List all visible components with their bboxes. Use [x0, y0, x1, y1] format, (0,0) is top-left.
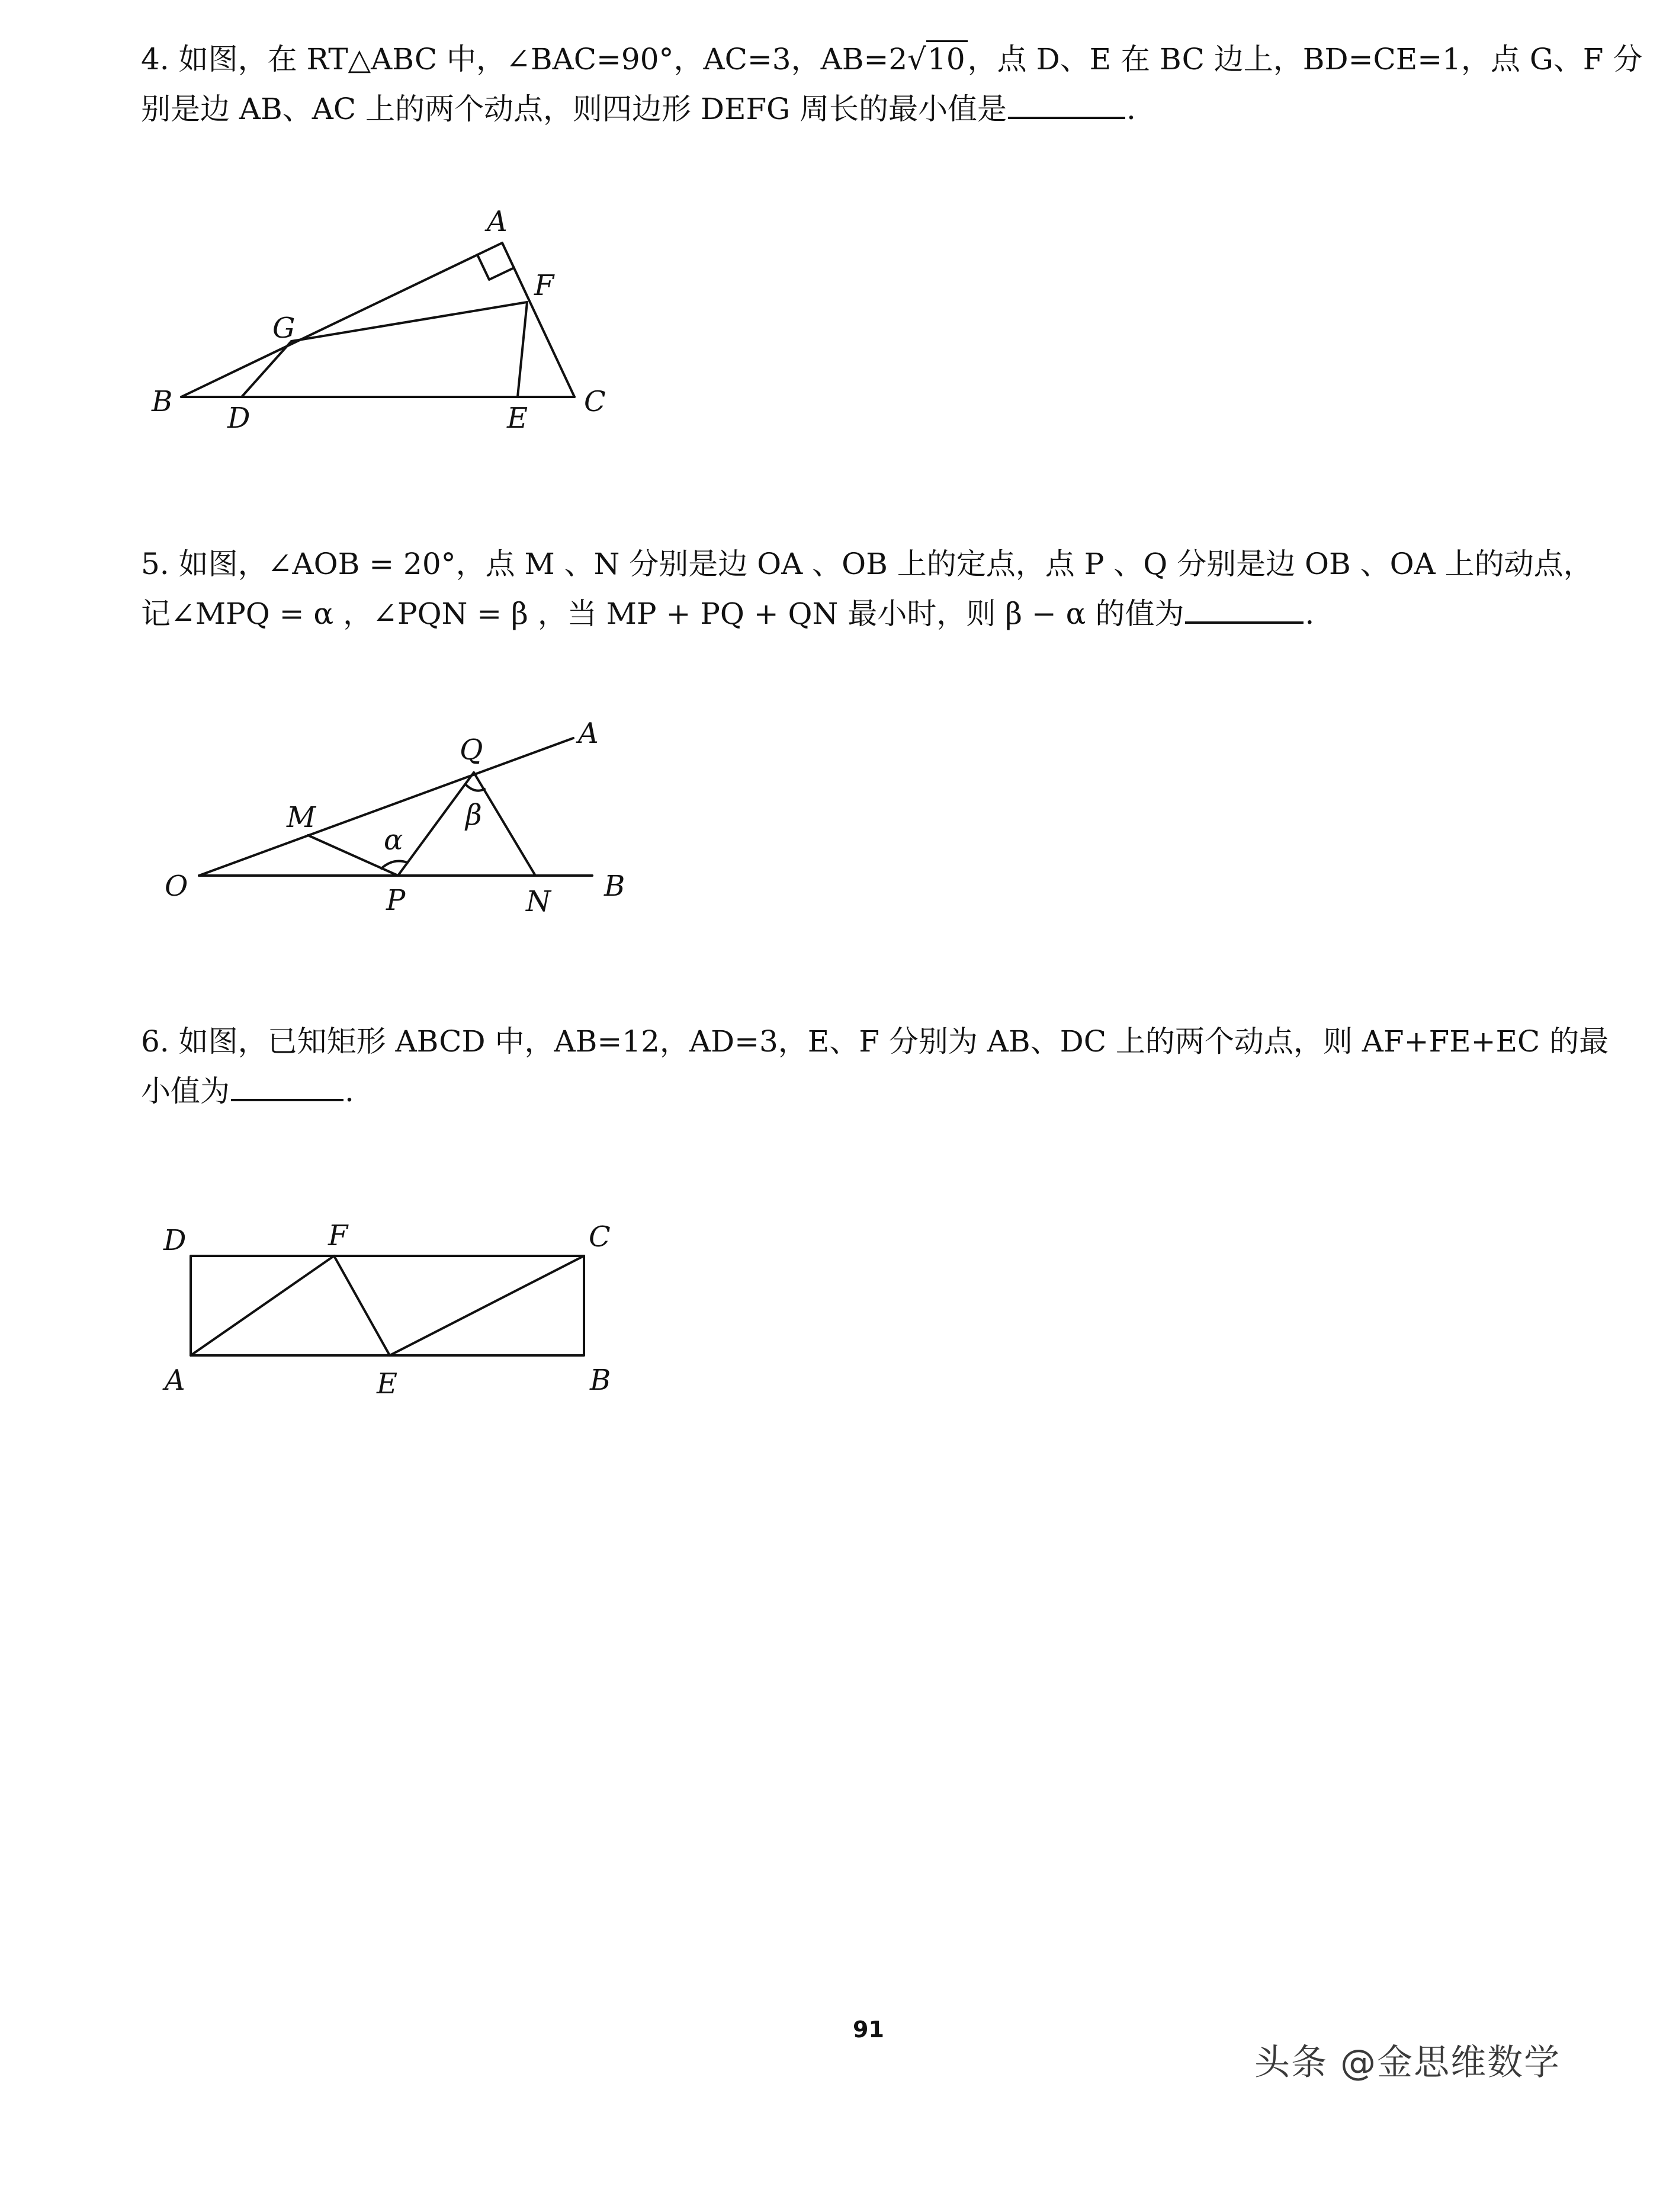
label-b: B	[152, 385, 173, 418]
label-a: A	[487, 205, 508, 238]
label-f: F	[534, 269, 554, 302]
label-b: B	[604, 870, 625, 903]
label-e: E	[507, 402, 528, 435]
sqrt-expression: √10	[907, 40, 968, 76]
page-number: 91	[853, 2017, 884, 2043]
problem-number: 4.	[141, 42, 169, 76]
segment-fe	[334, 1256, 390, 1355]
problem-4-line-1: 4. 如图，在 RT△ABC 中，∠BAC=90°，AC=3，AB=2√10，点 D、E 在 BC 边上，BD=CE=1，点 G、F 分	[141, 34, 1586, 84]
problem-4-line-2: 别是边 AB、AC 上的两个动点，则四边形 DEFG 周长的最小值是 .	[141, 84, 1586, 134]
label-p: P	[386, 884, 406, 917]
rectangle-abcd	[191, 1256, 584, 1355]
label-d: D	[163, 1224, 187, 1257]
label-c: C	[589, 1220, 611, 1254]
label-e: E	[377, 1367, 398, 1400]
problem-number: 6.	[141, 1024, 169, 1059]
label-a: A	[165, 1364, 185, 1397]
label-c: C	[584, 385, 606, 418]
label-b: B	[590, 1364, 611, 1397]
label-f: F	[328, 1219, 348, 1252]
label-d: D	[227, 402, 251, 435]
label-n: N	[526, 885, 551, 918]
problem-number: 5.	[141, 547, 169, 581]
segment-af	[191, 1256, 334, 1355]
problem-5-line-1: 5. 如图，∠AOB = 20°，点 M 、N 分别是边 OA 、OB 上的定点，点 P 、Q 分别是边 OB 、OA 上的动点，	[141, 547, 1593, 581]
segment-ec	[390, 1256, 584, 1355]
label-alpha: α	[384, 823, 403, 857]
label-m: M	[287, 801, 316, 834]
label-q: Q	[460, 733, 483, 767]
watermark: 头条 @金思维数学	[1254, 2042, 1561, 2083]
label-a: A	[578, 717, 599, 750]
label-o: O	[165, 870, 188, 903]
label-g: G	[272, 312, 296, 345]
problem-6-line-1: 6. 如图，已知矩形 ABCD 中，AB=12，AD=3，E、F 分别为 AB、DC 上的两个动点，则 AF+FE+EC 的最	[141, 1024, 1609, 1059]
problem-6-line-2: 小值为 .	[141, 1066, 1586, 1116]
label-beta: β	[465, 799, 482, 832]
problem-5-line-2: 记∠MPQ = α ，∠PQN = β ，当 MP + PQ + QN 最小时，则 β − α 的值为 .	[141, 589, 1586, 639]
